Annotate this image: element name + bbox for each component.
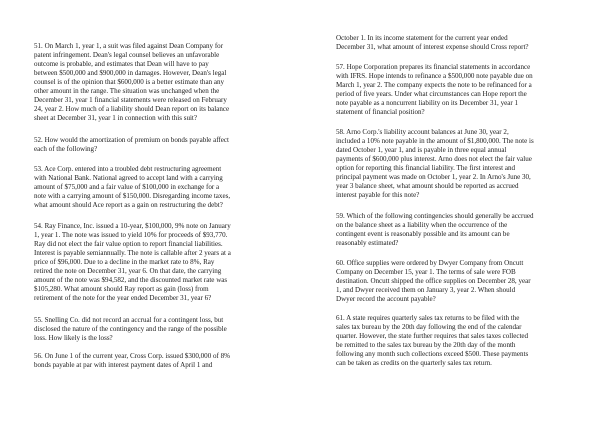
text-line: 59. Which of the following contingencies should generally be accrued bbox=[336, 212, 534, 220]
question-51 bbox=[34, 42, 288, 123]
text-line: with National Bank. National agreed to accept land with a carrying bbox=[34, 174, 223, 183]
text-line: 53. Ace Corp. entered into a troubled debt restructuring agreement bbox=[34, 165, 222, 173]
text-line: retirement of the note for the year ended December 31, year 6? bbox=[34, 294, 212, 303]
text-line: 51. On March 1, year 1, a suit was filed against Dean Company for bbox=[34, 42, 224, 50]
text-line: destination. Oncutt shipped the office supplies on December 28, year bbox=[336, 277, 531, 286]
text-line: can be taken as credits on the quarterly sales tax return. bbox=[336, 359, 492, 368]
text-line: between $500,000 and $900,000 in damages. However, Dean's legal bbox=[34, 69, 227, 78]
text-line: following any month such collections exceed $500. These payments bbox=[336, 350, 529, 359]
question-53 bbox=[34, 165, 288, 210]
text-line: loss. How likely is the loss? bbox=[34, 334, 113, 343]
text-line: dated October 1, year 1, and is payable in three equal annual bbox=[336, 146, 507, 155]
text-line: 54. Ray Finance, Inc. issued a 10-year, $100,000, 9% note on January bbox=[34, 222, 231, 230]
question-52 bbox=[34, 136, 288, 154]
text-line: 1, and Dwyer received them on January 3, year 2. When should bbox=[336, 286, 516, 295]
text-line: 60. Office supplies were ordered by Dwyer Company from Oncutt bbox=[336, 259, 524, 267]
text-line: October 1. In its income statement for the current year ended bbox=[336, 34, 508, 42]
text-line: 57. Hope Corporation prepares its financial statements in accordance bbox=[336, 63, 531, 71]
text-line: year 3 balance sheet, what amount should be reported as accrued bbox=[336, 182, 519, 191]
question-61 bbox=[336, 314, 590, 368]
text-line: 55. Snelling Co. did not record an accrual for a contingent loss, but bbox=[34, 316, 224, 324]
question-58 bbox=[336, 128, 590, 200]
text-line: contingent event is reasonably possible and its amount can be bbox=[336, 230, 510, 239]
text-line: what amount should Ace report as a gain on restructuring the debt? bbox=[34, 201, 223, 210]
text-line: counsel is of the opinion that $600,000 is a better estimate than any bbox=[34, 78, 225, 87]
text-line: quarter. However, the state further requires that sales taxes collected bbox=[336, 332, 529, 341]
text-line: Company on December 15, year 1. The terms of sale were FOB bbox=[336, 268, 516, 277]
question-60 bbox=[336, 259, 590, 304]
text-line: statement of financial position? bbox=[336, 108, 425, 117]
text-line: disclosed the nature of the contingency and the range of the possible bbox=[34, 325, 227, 334]
text-line: 24, year 2. How much of a liability should Dean report on its balance bbox=[34, 105, 230, 114]
text-line: period of five years. Under what circumstances can Hope report the bbox=[336, 90, 527, 99]
text-line: be remitted to the sales tax bureau by the 20th day of the month bbox=[336, 341, 516, 350]
question-56-continued bbox=[336, 34, 590, 52]
text-line: March 1, year 2. The company expects the note to be refinanced for a bbox=[336, 81, 532, 90]
text-line: reasonably estimated? bbox=[336, 239, 399, 248]
text-line: retired the note on December 31, year 6. On that date, the carrying bbox=[34, 267, 222, 276]
text-line: payments of $600,000 plus interest. Arno does not elect the fair value bbox=[336, 155, 532, 164]
text-line: note payable as a noncurrent liability on its December 31, year 1 bbox=[336, 99, 518, 108]
text-line: price of $96,000. Due to a decline in the market rate to 8%, Ray bbox=[34, 258, 215, 267]
question-54 bbox=[34, 222, 288, 303]
text-line: 61. A state requires quarterly sales tax returns to be filed with the bbox=[336, 314, 520, 322]
text-line: 58. Arno Corp.'s liability account balances at June 30, year 2, bbox=[336, 128, 509, 136]
text-line: on the balance sheet as a liability when the occurrence of the bbox=[336, 221, 508, 230]
text-line: Dwyer record the account payable? bbox=[336, 295, 436, 304]
text-line: other amount in the range. The situation was unchanged when the bbox=[34, 87, 220, 96]
text-line: sales tax bureau by the 20th day following the end of the calendar bbox=[336, 323, 522, 332]
text-line: 1, year 1. The note was issued to yield 10% for proceeds of $93,770. bbox=[34, 231, 228, 240]
text-line: bonds payable at par with interest payment dates of April 1 and bbox=[34, 361, 213, 370]
text-line: 52. How would the amortization of premium on bonds payable affect bbox=[34, 136, 229, 144]
text-line: Ray did not elect the fair value option to report financial liabilities. bbox=[34, 240, 223, 249]
text-line: December 31, year 1 financial statements were released on February bbox=[34, 96, 227, 105]
text-line: outcome is probable, and estimates that Dean will have to pay bbox=[34, 60, 209, 69]
text-line: included a 10% note payable in the amount of $1,800,000. The note is bbox=[336, 137, 534, 146]
text-line: amount of $75,000 and a fair value of $100,000 in exchange for a bbox=[34, 183, 220, 192]
text-line: 56. On June 1 of the current year, Cross Corp. issued $300,000 of 8% bbox=[34, 352, 231, 360]
text-line: $105,280. What amount should Ray report as gain (loss) from bbox=[34, 285, 209, 294]
text-line: each of the following? bbox=[34, 145, 98, 154]
text-line: note with a carrying amount of $150,000. Disregarding income taxes, bbox=[34, 192, 231, 201]
text-line: Interest is payable semiannually. The note is callable after 2 years at a bbox=[34, 249, 231, 258]
text-line: patent infringement. Dean's legal counsel believes an unfavorable bbox=[34, 51, 220, 60]
text-line: principal payment was made on October 1, year 2. In Arno's June 30, bbox=[336, 173, 531, 182]
question-59 bbox=[336, 212, 590, 248]
text-line: December 31, what amount of interest expense should Cross report? bbox=[336, 43, 529, 52]
question-55 bbox=[34, 316, 288, 343]
text-line: sheet at December 31, year 1 in connection with this suit? bbox=[34, 114, 198, 123]
question-56 bbox=[34, 352, 288, 370]
text-line: interest payable for this note? bbox=[336, 191, 420, 200]
text-line: amount of the note was $94,582, and the discounted market rate was bbox=[34, 276, 228, 285]
text-line: with IFRS. Hope intends to refinance a $500,000 note payable due on bbox=[336, 72, 533, 81]
question-57 bbox=[336, 63, 590, 117]
text-line: option for reporting this financial liability. The first interest and bbox=[336, 164, 516, 173]
